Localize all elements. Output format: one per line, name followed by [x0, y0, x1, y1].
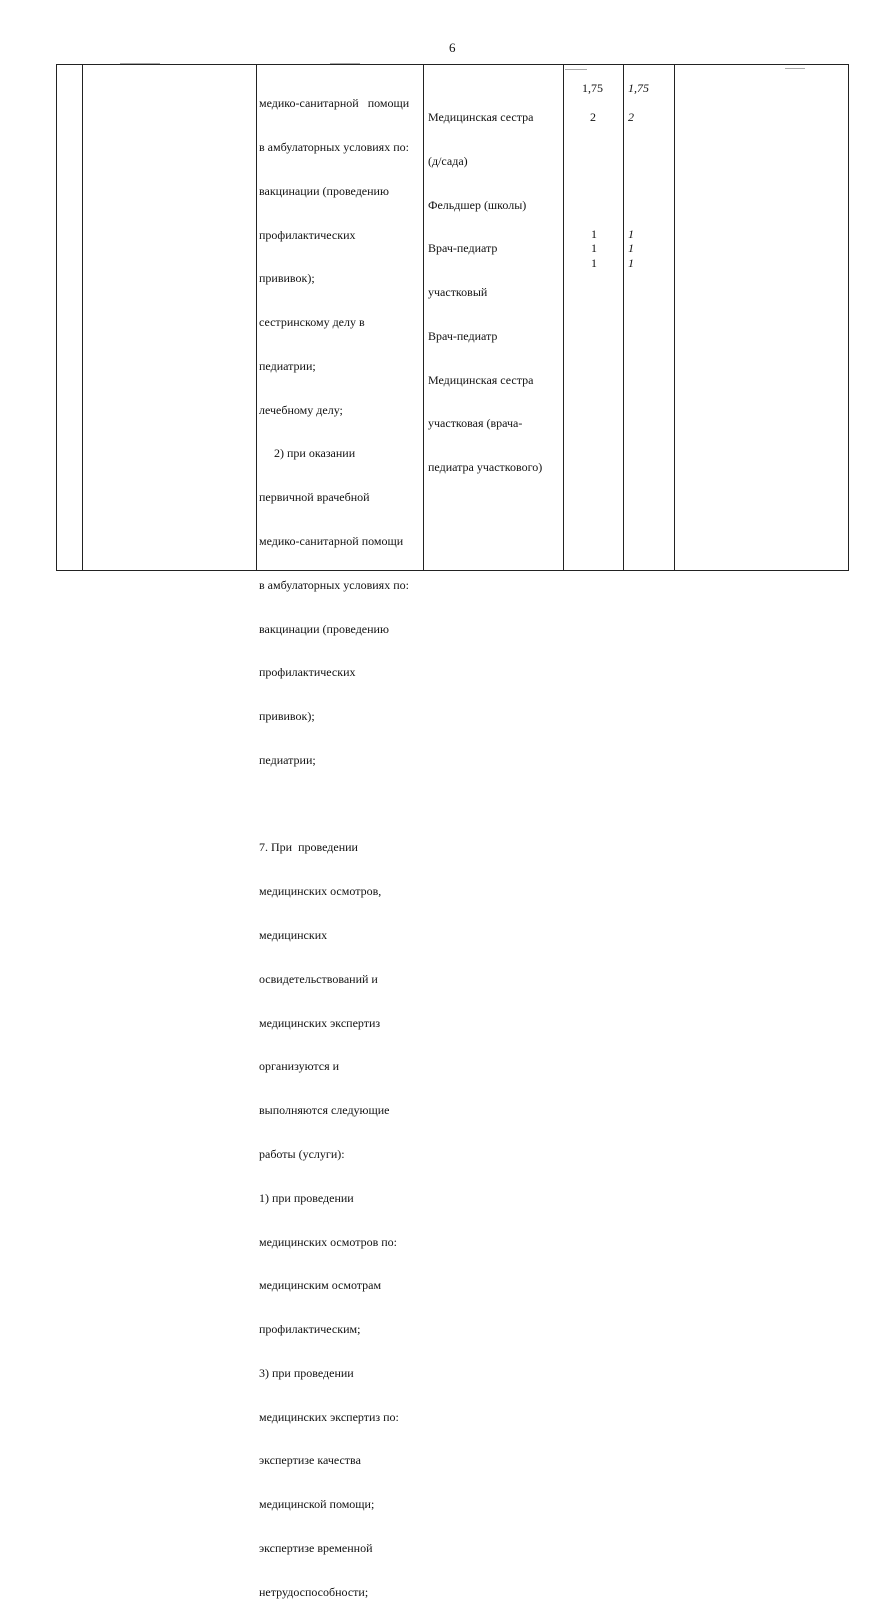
services-line: медицинской помощи; [259, 1497, 375, 1512]
services-line: медицинских экспертиз [259, 1015, 381, 1030]
position-line: Врач-педиатр [428, 241, 498, 256]
services-line: профилактическим; [259, 1322, 361, 1337]
table-column-divider [674, 64, 675, 571]
services-line: первичной врачебной [259, 490, 370, 505]
services-line: 7. При проведении [259, 840, 358, 855]
services-line: медицинским осмотрам [259, 1278, 382, 1293]
quantity-value-italic: 1,75 [628, 81, 649, 95]
services-column [259, 67, 409, 1614]
table-column-divider [623, 64, 624, 571]
services-line: профилактических [259, 665, 356, 680]
quantity-value: 1 [591, 241, 597, 255]
position-line: Фельдшер (школы) [428, 197, 527, 212]
services-line: медико-санитарной помощи [259, 96, 410, 111]
table-column-divider [423, 64, 424, 571]
services-line: в амбулаторных условиях по: [259, 139, 409, 154]
services-line: работы (услуги): [259, 1146, 345, 1161]
services-line: медицинских [259, 928, 328, 943]
services-line: медико-санитарной помощи [259, 534, 404, 548]
quantity-value-italic: 2 [628, 110, 634, 124]
quantity-value: 1,75 [582, 81, 603, 95]
services-line: лечебному делу; [259, 402, 343, 417]
services-line: педиатрии; [259, 358, 316, 373]
positions-block-1 [428, 81, 533, 227]
scan-speck [330, 63, 360, 64]
position-line: участковый [428, 284, 488, 299]
scan-speck [120, 63, 160, 64]
services-line: сестринскому делу в [259, 315, 365, 330]
services-line: медицинских осмотров, [259, 884, 382, 899]
services-line: нетрудоспособности; [259, 1584, 369, 1599]
services-line [259, 797, 409, 812]
quantity-value-italic: 1 [628, 241, 634, 255]
quantity-value: 1 [591, 227, 597, 241]
services-line: экспертизе качества [259, 1453, 361, 1468]
services-line: 1) при проведении [259, 1190, 354, 1205]
services-line: медицинских экспертиз по: [259, 1409, 399, 1424]
scan-speck [785, 68, 805, 69]
quantity-value: 2 [590, 110, 596, 124]
services-line: вакцинации (проведению [259, 621, 389, 636]
table-column-divider [256, 64, 257, 571]
services-line: вакцинации (проведению [259, 183, 389, 198]
position-line: Медицинская сестра [428, 372, 534, 387]
positions-block-2 [428, 212, 542, 489]
quantity-value-italic: 1 [628, 227, 634, 241]
services-line: выполняются следующие [259, 1103, 390, 1118]
services-line: 3) при проведении [259, 1365, 354, 1380]
services-line: в амбулаторных условиях по: [259, 577, 409, 592]
table-column-divider [82, 64, 83, 571]
services-line: освидетельствований и [259, 971, 378, 986]
services-line: медицинских осмотров по: [259, 1234, 398, 1249]
services-line: профилактических [259, 227, 356, 242]
services-line: педиатрии; [259, 752, 316, 767]
services-line: прививок); [259, 709, 315, 724]
quantity-value: 1 [591, 256, 597, 270]
position-line: (д/сада) [428, 153, 468, 168]
position-line: Врач-педиатр [428, 328, 498, 343]
services-line: прививок); [259, 271, 315, 286]
services-line: 2) при оказании [259, 446, 356, 461]
position-line: участковая (врача- [428, 416, 523, 431]
position-line: Медицинская сестра [428, 110, 534, 125]
scan-speck [565, 69, 587, 70]
services-line: организуются и [259, 1059, 340, 1074]
table-column-divider [563, 64, 564, 571]
position-line: педиатра участкового) [428, 460, 543, 475]
page-number: 6 [449, 40, 456, 55]
services-line: экспертизе временной [259, 1540, 373, 1555]
quantity-value-italic: 1 [628, 256, 634, 270]
